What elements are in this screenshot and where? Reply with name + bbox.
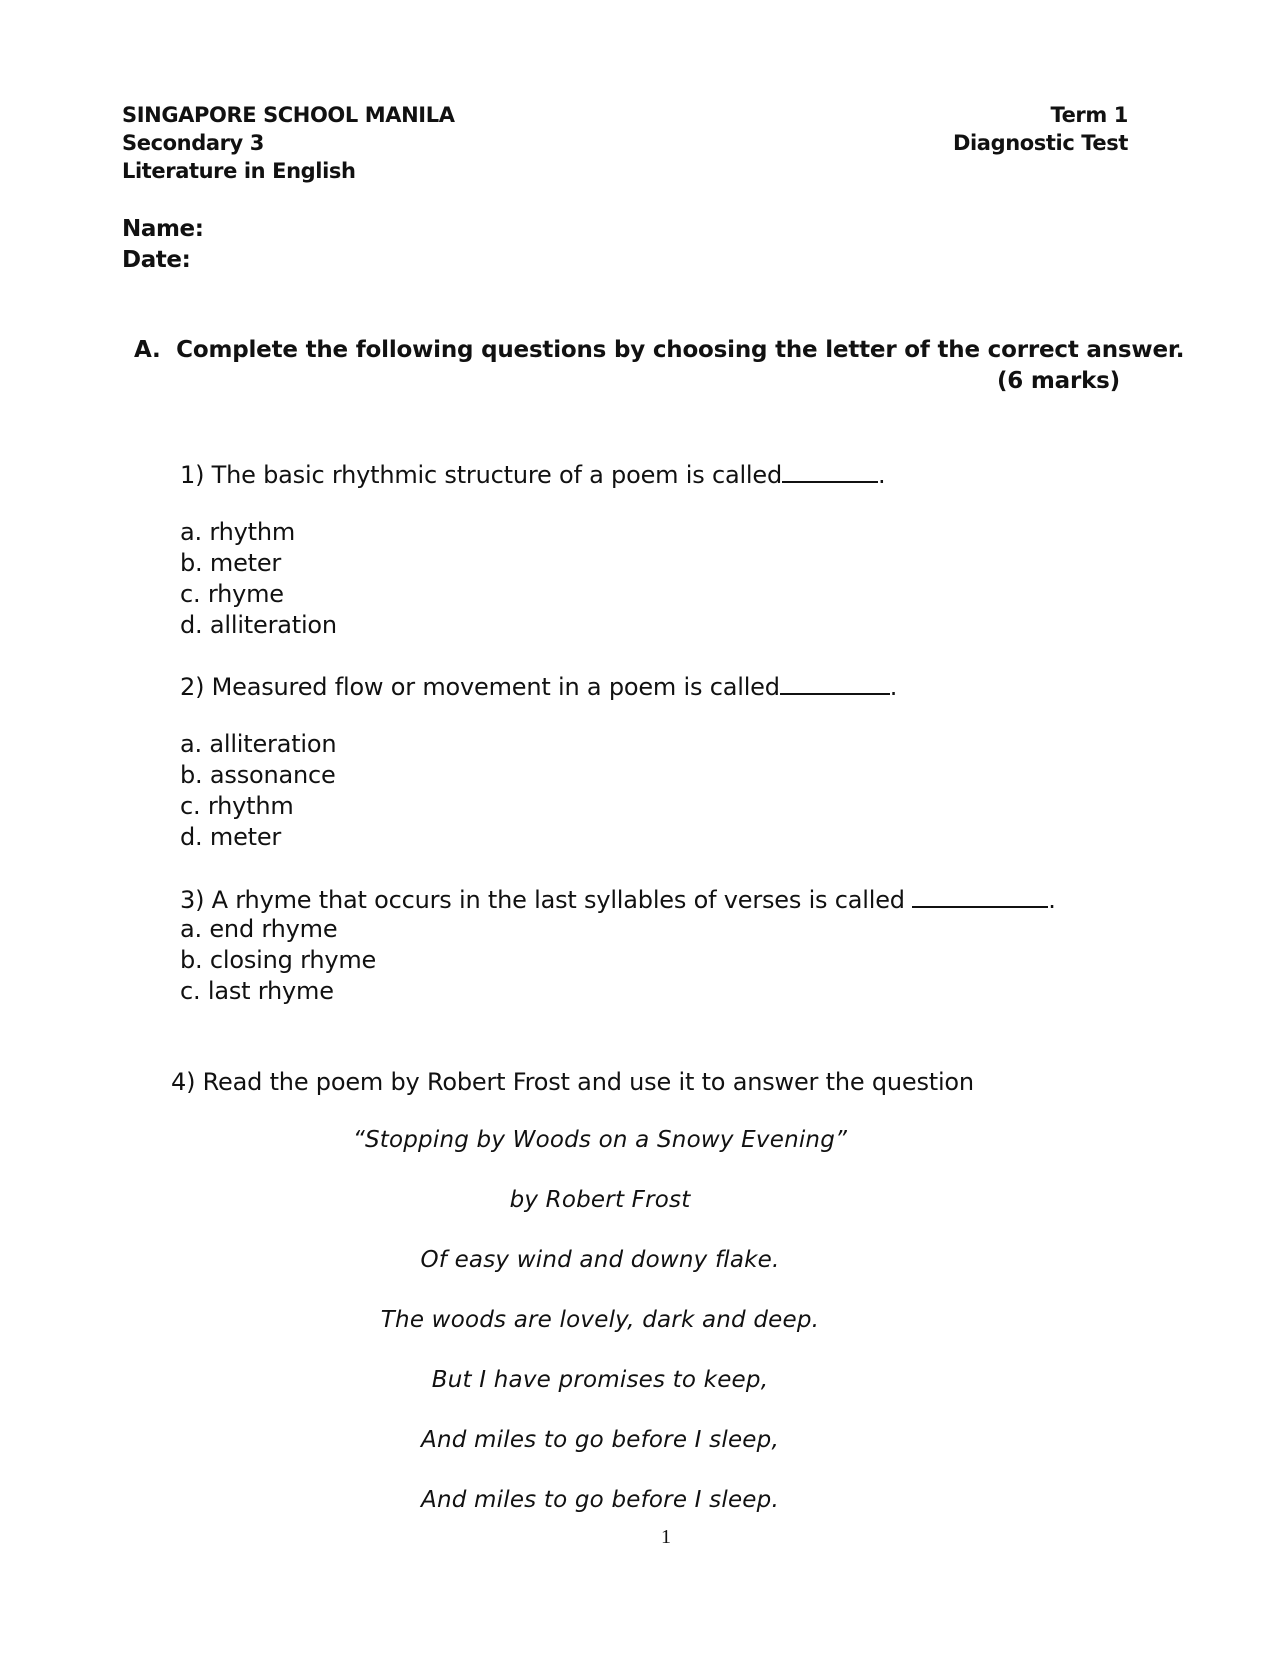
answer-blank: [912, 884, 1048, 908]
name-label: Name:: [122, 216, 204, 242]
poem-line-2: The woods are lovely, dark and deep.: [380, 1307, 820, 1333]
q3-option-a: a. end rhyme: [180, 915, 338, 943]
q2-option-b: b. assonance: [180, 761, 336, 789]
subject-name: Literature in English: [122, 159, 356, 183]
question-2-end: .: [889, 673, 898, 701]
class-level: Secondary 3: [122, 131, 264, 155]
poem-line-3: But I have promises to keep,: [431, 1367, 769, 1393]
q1-option-b: b. meter: [180, 549, 282, 577]
question-3-end: .: [1048, 886, 1056, 914]
q2-option-c: c. rhythm: [180, 792, 294, 820]
page-number: 1: [661, 1526, 671, 1548]
q2-option-d: d. meter: [180, 823, 282, 851]
section-a-instruction: A. Complete the following questions by choosing the letter of the correct answer.: [134, 337, 1185, 363]
question-3-text: 3) A rhyme that occurs in the last syllables of verses is called: [180, 886, 913, 914]
poem-line-4: And miles to go before I sleep,: [421, 1427, 779, 1453]
q1-option-d: d. alliteration: [180, 611, 337, 639]
question-1: [180, 459, 885, 489]
test-type: Diagnostic Test: [952, 131, 1128, 155]
date-label: Date:: [122, 247, 191, 273]
q1-option-a: a. rhythm: [180, 518, 296, 546]
section-a-marks: (6 marks): [996, 368, 1120, 394]
q3-option-b: b. closing rhyme: [180, 946, 377, 974]
question-1-end: .: [878, 461, 886, 489]
question-1-text: 1) The basic rhythmic structure of a poem is called: [180, 461, 782, 489]
answer-blank: [782, 459, 878, 483]
term-label: Term 1: [1050, 103, 1128, 127]
q2-option-a: a. alliteration: [180, 730, 337, 758]
q3-option-c: c. last rhyme: [180, 977, 334, 1005]
answer-blank: [780, 671, 890, 695]
poem-author: by Robert Frost: [509, 1187, 691, 1213]
question-3: [180, 884, 1056, 914]
question-2-text: 2) Measured flow or movement in a poem is called: [180, 673, 780, 701]
question-4-text: 4) Read the poem by Robert Frost and use it to answer the question: [171, 1068, 974, 1096]
school-name: SINGAPORE SCHOOL MANILA: [122, 103, 455, 127]
poem-line-1: Of easy wind and downy flake.: [420, 1247, 780, 1273]
question-2: [180, 671, 897, 701]
poem-title: “Stopping by Woods on a Snowy Evening”: [352, 1127, 848, 1153]
poem-line-5: And miles to go before I sleep.: [421, 1487, 779, 1513]
q1-option-c: c. rhyme: [180, 580, 284, 608]
